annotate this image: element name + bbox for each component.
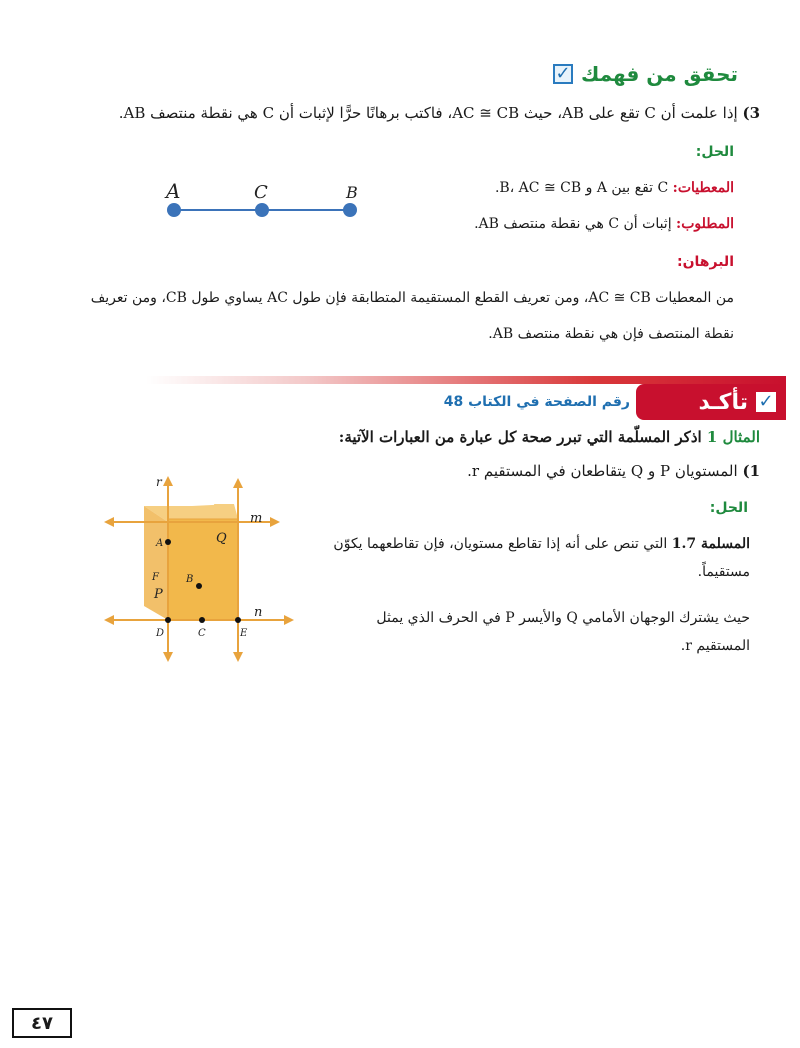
item-text: المستويان P و Q يتقاطعان في المستقيم r. xyxy=(467,462,738,480)
label-r: r xyxy=(156,475,162,489)
solution-label: الحل: xyxy=(695,144,734,160)
label-D: D xyxy=(156,628,165,639)
arrow-right-top xyxy=(233,478,243,488)
point-C xyxy=(199,617,205,623)
given-label: المعطيات: xyxy=(672,180,734,196)
item-number: 1) xyxy=(742,462,760,480)
question-3 xyxy=(20,104,760,122)
label-a: A xyxy=(166,179,181,203)
label-C: C xyxy=(198,628,206,639)
postulate-text: التي تنص على أنه إذا تقاطع مستويان، فإن تقاطعهما يكوّن مستقيماً. xyxy=(333,536,750,580)
proof-line-2: نقطة المنتصف فإن هي نقطة منتصف AB. xyxy=(488,326,734,342)
example-label: المثال 1 xyxy=(706,428,760,446)
point-A xyxy=(165,539,171,545)
postulate-paragraph xyxy=(320,530,750,586)
label-n: n xyxy=(254,605,263,620)
label-P: P xyxy=(154,587,163,602)
point-D xyxy=(165,617,171,623)
example-item xyxy=(260,462,760,480)
arrow-m-right xyxy=(270,517,280,527)
segment-diagram xyxy=(150,176,380,226)
question-number: 3) xyxy=(742,104,760,122)
point-c xyxy=(255,203,269,217)
label-b: B xyxy=(346,183,358,202)
explain-paragraph: حيث يشترك الوجهان الأمامي Q والأيسر P في الحرف الذي يمثل المستقيم r. xyxy=(376,610,750,654)
arrow-m-left xyxy=(104,517,114,527)
label-A: A xyxy=(156,538,164,549)
check-icon: ✓ xyxy=(553,64,573,84)
label-B: B xyxy=(186,574,194,585)
arrow-n-left xyxy=(104,615,114,625)
given-text: C تقع بين A و B، AC ≅ CB. xyxy=(494,180,669,196)
example-solution-label: الحل: xyxy=(709,500,748,516)
banner-subtitle: رقم الصفحة في الكتاب 48 xyxy=(443,394,630,410)
banner-check-icon: ✓ xyxy=(756,392,776,412)
cube-left-face xyxy=(144,506,168,620)
banner-bar xyxy=(146,376,786,384)
point-b xyxy=(343,203,357,217)
postulate-label: المسلمة 1.7 xyxy=(671,536,750,552)
point-B xyxy=(196,583,202,589)
question-text: إذا علمت أن C تقع على AB، حيث AC ≅ CB، فاكتب برهانًا حرًّا لإثبات أن C هي نقطة منتصف AB. xyxy=(118,104,738,122)
required-text: إثبات أن C هي نقطة منتصف AB. xyxy=(474,216,672,232)
point-E xyxy=(235,617,241,623)
example-line xyxy=(20,428,760,446)
label-F: F xyxy=(152,572,159,583)
page-number: ٤٧ xyxy=(12,1008,72,1038)
banner-tab xyxy=(636,384,786,420)
label-c: C xyxy=(254,182,268,203)
arrow-n-right xyxy=(284,615,294,625)
cube-top-right xyxy=(214,504,238,519)
label-E: E xyxy=(240,628,248,639)
label-Q: Q xyxy=(216,531,227,546)
label-m: m xyxy=(250,511,263,526)
required-line xyxy=(404,210,734,238)
section-heading-check xyxy=(553,62,738,86)
required-label: المطلوب: xyxy=(676,216,734,232)
section-heading-text: تحقق من فهمك xyxy=(581,62,738,86)
cube-front-face xyxy=(168,519,238,620)
arrow-r-top xyxy=(163,476,173,486)
arrow-right-bottom xyxy=(233,652,243,662)
given-line xyxy=(404,174,734,202)
cube-diagram xyxy=(104,474,304,664)
proof-label: البرهان: xyxy=(677,254,734,270)
banner-title: تأكـد xyxy=(698,389,748,415)
example-instruction: اذكر المسلّمة التي تبرر صحة كل عبارة من العبارات الآتية: xyxy=(338,428,702,446)
proof-line-1: من المعطيات AC ≅ CB، ومن تعريف القطع المستقيمة المتطابقة فإن طول AC يساوي طول CB، ومن تعريف xyxy=(90,290,734,306)
point-a xyxy=(167,203,181,217)
arrow-r-bottom xyxy=(163,652,173,662)
